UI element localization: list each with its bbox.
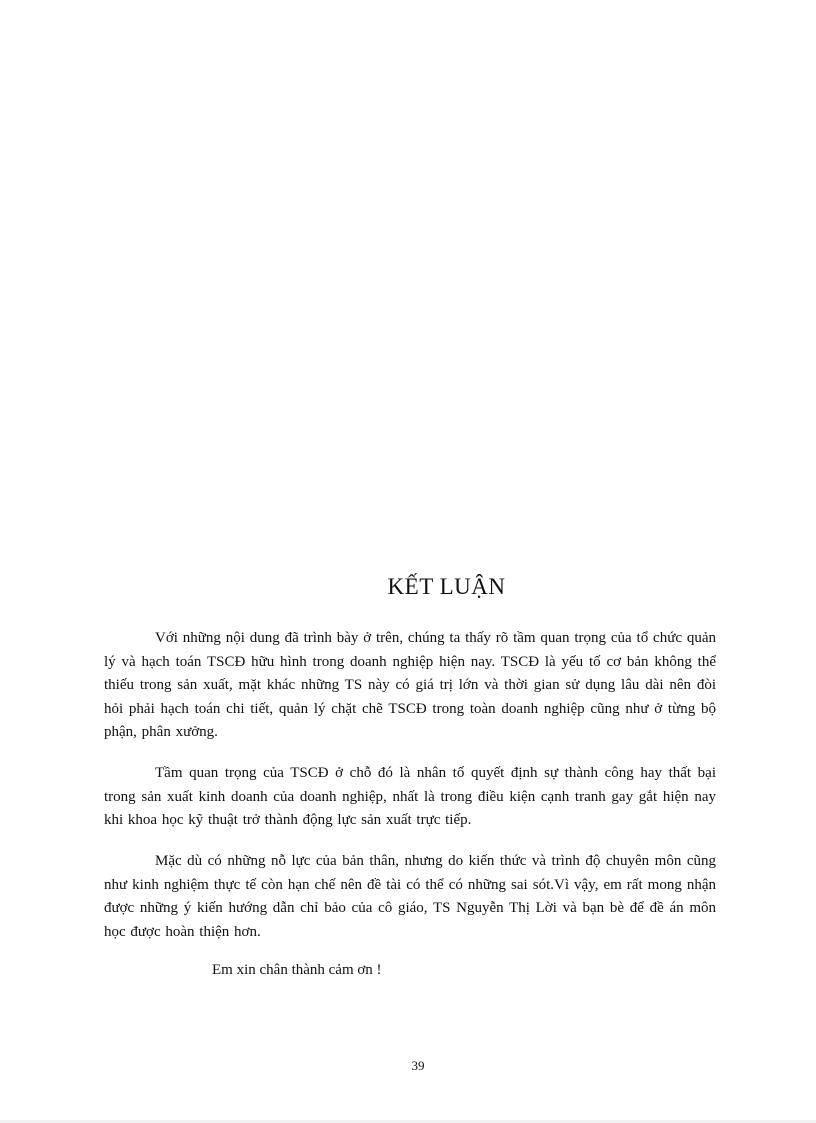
- paragraph-3: Mặc dù có những nỗ lực của bản thân, nhưng do kiến thức và trình độ chuyên môn cũng như kinh nghiệm thực tế còn hạn chế nên đề tài có thể có những sai sót.Vì vậy, em rất mong nhận được những ý kiến hướng dẫn chỉ bảo của cô giáo, TS Nguyễn Thị Lời và bạn bè để đề án môn học được hoàn thiện hơn.: [104, 853, 716, 940]
- paragraph-1: Với những nội dung đã trình bày ở trên, chúng ta thấy rõ tầm quan trọng của tổ chức quản lý và hạch toán TSCĐ hữu hình trong doanh nghiệp hiện nay. TSCĐ là yếu tố cơ bản không thể thiếu trong sản xuất, mặt khác những TS này có giá trị lớn và thời gian sử dụng lâu dài nên đòi hỏi phải hạch toán chi tiết, quản lý chặt chẽ TSCĐ trong toàn doanh nghiệp cũng như ở từng bộ phận, phân xưởng.: [104, 630, 716, 740]
- paragraph-2: Tầm quan trọng của TSCĐ ở chỗ đó là nhân tố quyết định sự thành công hay thất bại trong sản xuất kinh doanh của doanh nghiệp, nhất là trong điều kiện cạnh tranh gay gắt hiện nay khi khoa học kỹ thuật trở thành động lực sản xuất trực tiếp.: [104, 765, 716, 828]
- closing-line: Em xin chân thành cảm ơn !: [212, 962, 382, 978]
- page-title: KẾT LUẬN: [387, 574, 506, 599]
- page-number: 39: [411, 1058, 425, 1073]
